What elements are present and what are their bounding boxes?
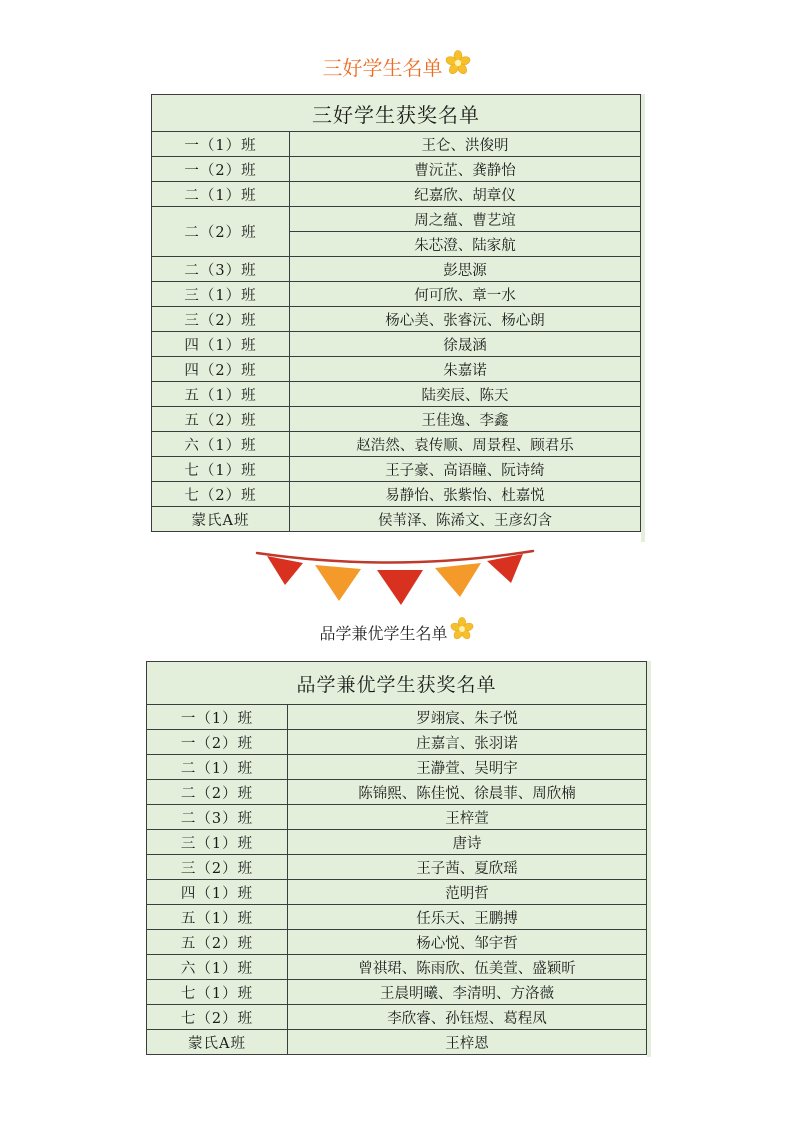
table-row <box>147 1030 647 1055</box>
table-row <box>152 307 641 332</box>
names-cell: 王梓萱 <box>288 805 647 830</box>
class-cell: 五（1）班 <box>152 382 290 407</box>
class-cell: 三（2）班 <box>147 855 288 880</box>
class-cell: 二（2）班 <box>147 780 288 805</box>
table-row <box>147 705 647 730</box>
table-row <box>152 457 641 482</box>
award-table-pinxue <box>146 661 647 1055</box>
class-cell: 七（1）班 <box>147 980 288 1005</box>
names-cell: 李欣睿、孙钰煜、葛程凤 <box>288 1005 647 1030</box>
class-cell: 二（3）班 <box>147 805 288 830</box>
table-row <box>147 905 647 930</box>
table-row <box>147 805 647 830</box>
class-cell: 四（1）班 <box>152 332 290 357</box>
names-cell: 王佳逸、李鑫 <box>290 407 641 432</box>
table-row <box>147 980 647 1005</box>
table-edge <box>647 661 651 1057</box>
table-row <box>152 407 641 432</box>
names-cell: 范明哲 <box>288 880 647 905</box>
flower-icon <box>450 617 474 641</box>
class-cell: 七（1）班 <box>152 457 290 482</box>
names-cell: 王子豪、高语瞳、阮诗绮 <box>290 457 641 482</box>
class-cell: 蒙氏A班 <box>152 507 290 532</box>
names-cell: 王仑、洪俊明 <box>290 132 641 157</box>
names-cell: 易静怡、张紫怡、杜嘉悦 <box>290 482 641 507</box>
section1-heading <box>0 52 793 81</box>
names-cell: 杨心美、张睿沅、杨心朗 <box>290 307 641 332</box>
class-cell: 三（1）班 <box>152 282 290 307</box>
names-cell: 何可欣、章一水 <box>290 282 641 307</box>
class-cell: 五（2）班 <box>152 407 290 432</box>
names-cell: 赵浩然、袁传顺、周景程、顾君乐 <box>290 432 641 457</box>
pennant-banner <box>255 545 535 607</box>
names-cell: 唐诗 <box>288 830 647 855</box>
table-edge <box>641 94 645 542</box>
names-cell: 王瀞萱、吴明宇 <box>288 755 647 780</box>
names-cell: 彭思源 <box>290 257 641 282</box>
table-row <box>152 282 641 307</box>
table-row <box>152 507 641 532</box>
names-cell: 庄嘉言、张羽诺 <box>288 730 647 755</box>
flower-icon <box>445 50 471 76</box>
table-row <box>147 1005 647 1030</box>
table-row <box>147 855 647 880</box>
class-cell: 蒙氏A班 <box>147 1030 288 1055</box>
names-cell: 朱嘉诺 <box>290 357 641 382</box>
class-cell: 二（2）班 <box>152 207 290 257</box>
table-row <box>152 432 641 457</box>
names-cell: 纪嘉欣、胡章仪 <box>290 182 641 207</box>
class-cell: 七（2）班 <box>147 1005 288 1030</box>
class-cell: 五（2）班 <box>147 930 288 955</box>
award-table-sanhao <box>151 94 641 532</box>
names-cell: 徐晟涵 <box>290 332 641 357</box>
names-cell: 侯苇泽、陈浠文、王彦幻含 <box>290 507 641 532</box>
table-row <box>147 930 647 955</box>
table-row <box>152 157 641 182</box>
class-cell: 五（1）班 <box>147 905 288 930</box>
names-cell: 曾祺珺、陈雨欣、伍美萱、盛颖昕 <box>288 955 647 980</box>
names-cell: 罗翊宸、朱子悦 <box>288 705 647 730</box>
table-row <box>147 780 647 805</box>
class-cell: 六（1）班 <box>152 432 290 457</box>
class-cell: 七（2）班 <box>152 482 290 507</box>
class-cell: 一（1）班 <box>147 705 288 730</box>
table-title: 三好学生获奖名单 <box>152 95 641 132</box>
class-cell: 六（1）班 <box>147 955 288 980</box>
table-row <box>147 830 647 855</box>
names-cell: 王子茜、夏欣瑶 <box>288 855 647 880</box>
table-row <box>152 357 641 382</box>
names-cell: 王梓恩 <box>288 1030 647 1055</box>
names-cell: 杨心悦、邹宇哲 <box>288 930 647 955</box>
class-cell: 二（1）班 <box>152 182 290 207</box>
names-cell: 陈锦熙、陈佳悦、徐晨菲、周欣楠 <box>288 780 647 805</box>
table-row <box>152 332 641 357</box>
class-cell: 一（1）班 <box>152 132 290 157</box>
table-row <box>152 207 641 232</box>
names-cell: 王晨明曦、李清明、方洛薇 <box>288 980 647 1005</box>
names-cell: 任乐天、王鹏搏 <box>288 905 647 930</box>
table-row <box>152 182 641 207</box>
class-cell: 一（2）班 <box>147 730 288 755</box>
table-row <box>152 482 641 507</box>
names-cell: 曹沅芷、龚静怡 <box>290 157 641 182</box>
section1-heading-text: 三好学生名单 <box>322 56 443 80</box>
class-cell: 三（1）班 <box>147 830 288 855</box>
table-row <box>152 257 641 282</box>
table-title: 品学兼优学生获奖名单 <box>147 662 647 705</box>
table-row <box>147 730 647 755</box>
class-cell: 二（3）班 <box>152 257 290 282</box>
table-row <box>147 955 647 980</box>
class-cell: 三（2）班 <box>152 307 290 332</box>
class-cell: 一（2）班 <box>152 157 290 182</box>
class-cell: 四（1）班 <box>147 880 288 905</box>
table-row <box>152 382 641 407</box>
table-row <box>147 880 647 905</box>
names-cell: 周之蕴、曹艺竩 <box>290 207 641 232</box>
class-cell: 二（1）班 <box>147 755 288 780</box>
section2-heading <box>0 620 793 644</box>
names-cell: 陆奕辰、陈天 <box>290 382 641 407</box>
table-row <box>147 755 647 780</box>
section2-heading-text: 品学兼优学生名单 <box>319 623 448 643</box>
class-cell: 四（2）班 <box>152 357 290 382</box>
names-cell: 朱芯澄、陆家航 <box>290 232 641 257</box>
table-row <box>152 132 641 157</box>
